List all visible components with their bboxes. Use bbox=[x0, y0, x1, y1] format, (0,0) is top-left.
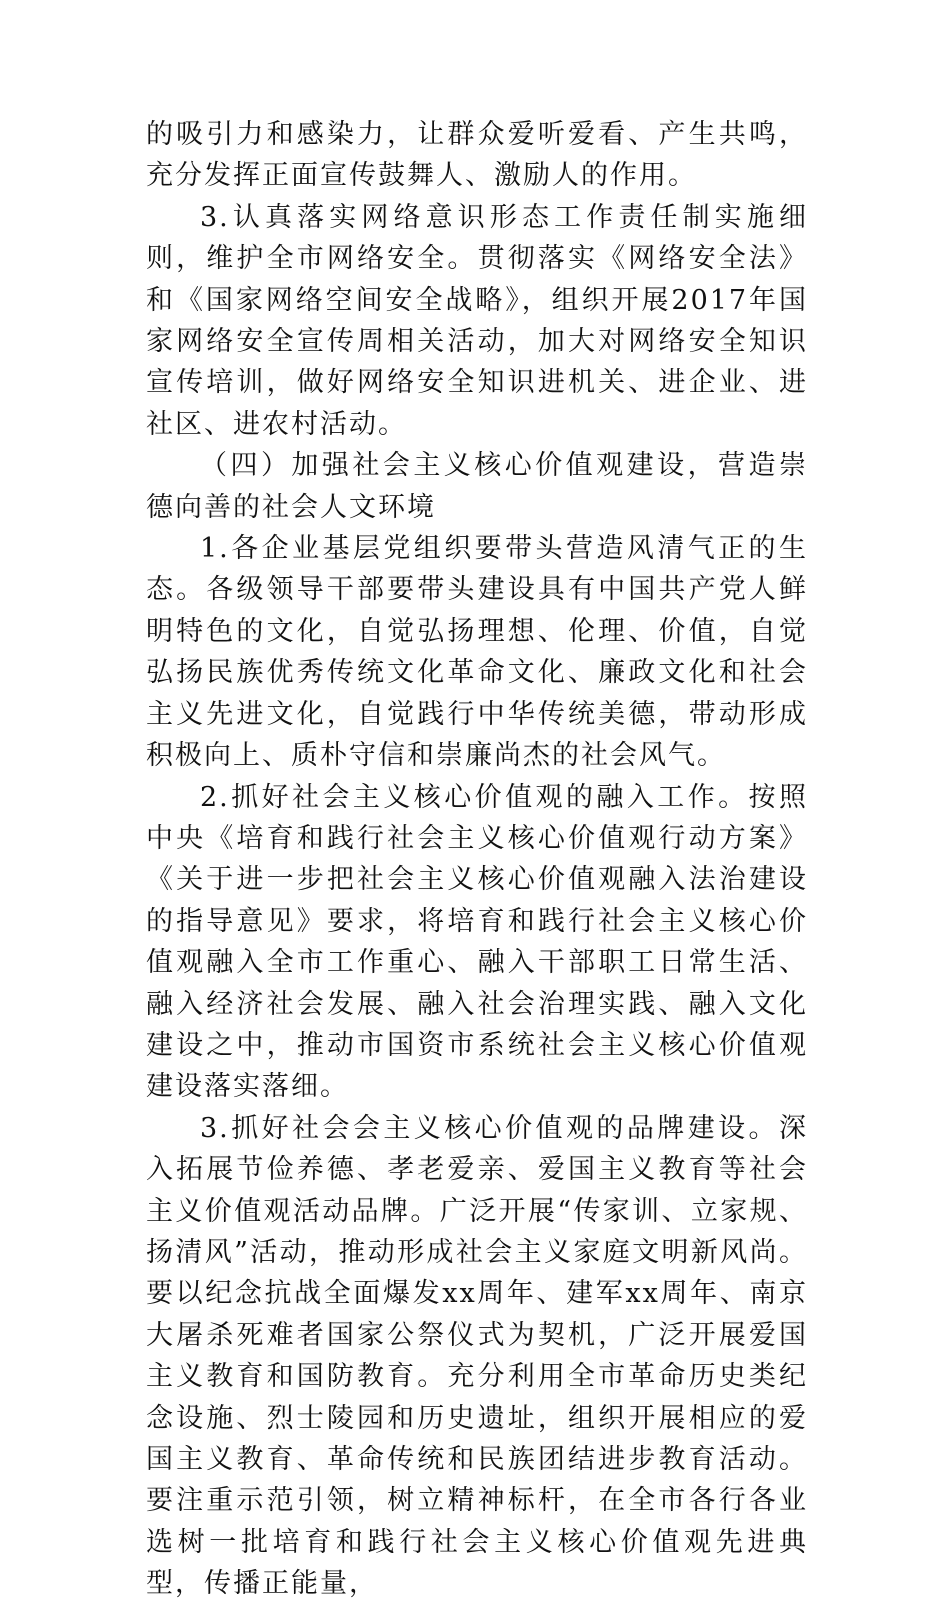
document-body bbox=[146, 114, 808, 1605]
paragraph-integration-work: 2.抓好社会主义核心价值观的融入工作。按照中央《培育和践行社会主义核心价值观行动方案》《关于进一步把社会主义核心价值观融入法治建设的指导意见》要求，将培育和践行社会主义核心价值观融入全市工作重心、融入干部职工日常生活、融入经济社会发展、融入社会治理实践、融入文化建设之中，推动市国资市系统社会主义核心价值观建设落实落细。 bbox=[146, 781, 808, 1103]
paragraph-continuation: 的吸引力和感染力，让群众爱听爱看、产生共鸣，充分发挥正面宣传鼓舞人、激励人的作用。 bbox=[146, 119, 808, 192]
paragraph-brand-building: 3.抓好社会会主义核心价值观的品牌建设。深入拓展节俭养德、孝老爱亲、爱国主义教育等社会主义价值观活动品牌。广泛开展“传家训、立家规、扬清风”活动，推动形成社会主义家庭文明新风尚。要以纪念抗战全面爆发xx周年、建军xx周年、南京大屠杀死难者国家公祭仪式为契机，广泛开展爱国主义教育和国防教育。充分利用全市革命历史类纪念设施、烈士陵园和历史遗址，组织开展相应的爱国主义教育、革命传统和民族团结进步教育活动。要注重示范引领，树立精神标杆，在全市各行各业选树一批培育和践行社会主义核心价值观先进典型，传播正能量， bbox=[146, 1112, 808, 1600]
paragraph-party-organizations: 1.各企业基层党组织要带头营造风清气正的生态。各级领导干部要带头建设具有中国共产党人鲜明特色的文化，自觉弘扬理想、伦理、价值，自觉弘扬民族优秀传统文化革命文化、廉政文化和社会主义先进文化，自觉践行中华传统美德，带动形成积极向上、质朴守信和崇廉尚杰的社会风气。 bbox=[146, 533, 808, 772]
section-heading-core-values: （四）加强社会主义核心价值观建设，营造崇德向善的社会人文环境 bbox=[146, 450, 808, 523]
paragraph-network-security: 3.认真落实网络意识形态工作责任制实施细则，维护全市网络安全。贯彻落实《网络安全法》和《国家网络空间安全战略》，组织开展2017年国家网络安全宣传周相关活动，加大对网络安全知识宣传培训，做好网络安全知识进机关、进企业、进社区、进农村活动。 bbox=[146, 201, 808, 440]
